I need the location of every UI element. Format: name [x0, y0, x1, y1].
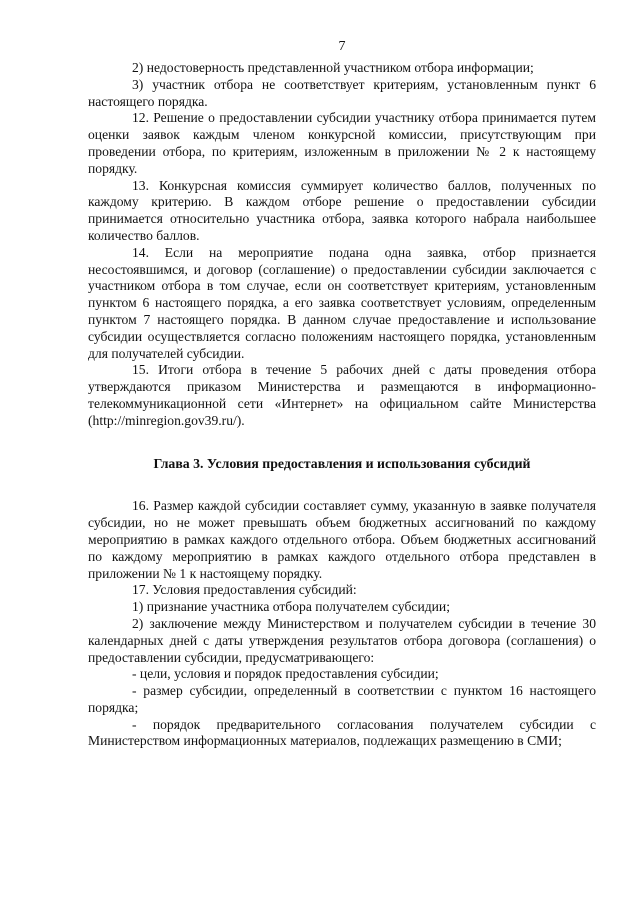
chapter-heading: Глава 3. Условия предоставления и использования субсидий	[153, 455, 531, 471]
paragraph-17-item-1: 1) признание участника отбора получателем субсидии;	[132, 599, 450, 615]
paragraph-item-2: 2) недостоверность представленной участником отбора информации;	[132, 60, 534, 75]
paragraph-14: 14. Если на мероприятие подана одна заявка, отбор признается несостоявшимся, и договор (соглашение) о предоставлении субсидии заключается с участником отбора в том случае, если он соответствует критериям, установленным пунктом 6 настоящего порядка, а его заявка соответствует условиям, определенным пунктом 7 настоящего порядка. В данном случае предоставление и использование субсидии осуществляется согласно положениям настоящего порядка, установленным для получателей субсидии.	[88, 244, 596, 361]
paragraph-17: 17. Условия предоставления субсидий:	[132, 582, 357, 598]
paragraph-13: 13. Конкурсная комиссия суммирует количество баллов, полученных по каждому критерию. В каждом отборе решение о предоставлении субсидии принимается относительно участника отбора, заявка которого набрала наибольшее количество баллов.	[88, 177, 596, 243]
paragraph-item-3: 3) участник отбора не соответствует критериям, установленным пункт 6 настоящего порядка.	[88, 76, 596, 109]
paragraph-12: 12. Решение о предоставлении субсидии участнику отбора принимается путем оценки заявок каждым членом конкурсной комиссии, присутствующим при проведении отбора, по критериям, изложенным в приложении № 2 к настоящему порядку.	[88, 110, 596, 176]
paragraph-15: 15. Итоги отбора в течение 5 рабочих дней с даты проведения отбора утверждаются приказом Министерства и размещаются в информационно-телекоммуникационной сети «Интернет» на официальном сайте Министерства (http://minregion.gov39.ru/).	[88, 362, 596, 428]
page-number: 7	[338, 39, 346, 54]
paragraph-16: 16. Размер каждой субсидии составляет сумму, указанную в заявке получателя субсидии, но не может превышать объем бюджетных ассигнований по каждому мероприятию в рамках каждого отдельного отбора. Объем бюджетных ассигнований по каждому мероприятию в рамках каждого отдельного отбора представлен в приложении № 1 к настоящему порядку.	[88, 498, 596, 581]
list-item-goals: - цели, условия и порядок предоставления субсидии;	[132, 666, 439, 682]
paragraph-17-item-2: 2) заключение между Министерством и получателем субсидии в течение 30 календарных дней с даты утверждения результатов отбора договора (соглашения) о предоставлении субсидии, предусматривающего:	[88, 615, 596, 665]
list-item-approval: - порядок предварительного согласования получателем субсидии с Министерством информационных материалов, подлежащих размещению в СМИ;	[88, 716, 596, 749]
document-page	[88, 38, 596, 750]
list-item-amount: - размер субсидии, определенный в соответствии с пунктом 16 настоящего порядка;	[88, 683, 596, 715]
